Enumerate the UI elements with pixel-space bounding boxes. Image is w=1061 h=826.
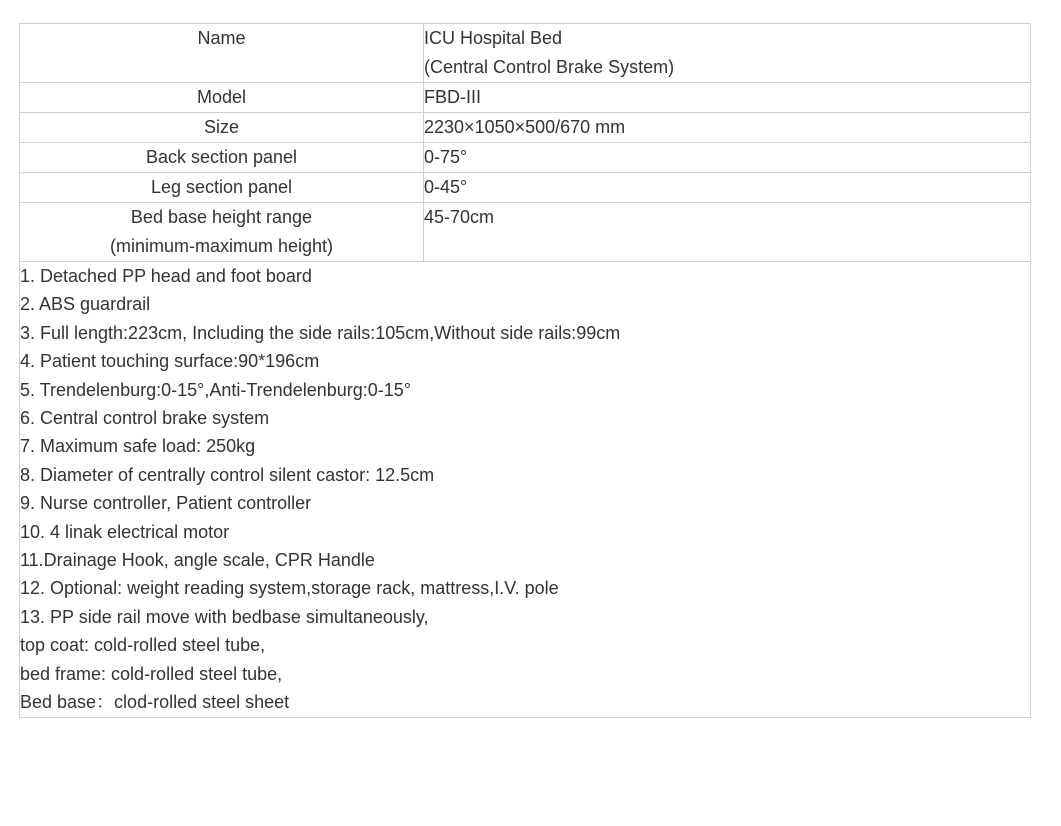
spec-label: Bed base height range — [130, 207, 313, 227]
feature-item: bed frame: cold-rolled steel tube, — [20, 663, 283, 684]
spec-label: Size — [203, 117, 239, 137]
spec-value: (Central Control Brake System) — [424, 56, 675, 77]
spec-label: Back section panel — [145, 147, 298, 167]
spec-value: 2230×1050×500/670 mm — [424, 117, 626, 137]
spec-row-size — [20, 113, 1031, 143]
spec-value: FBD-III — [424, 87, 481, 107]
spec-value: 45-70cm — [424, 207, 495, 227]
spec-row-back-section — [20, 143, 1031, 173]
spec-label: Model — [196, 87, 247, 107]
spec-value: ICU Hospital Bed — [424, 28, 563, 48]
spec-value-cell — [424, 24, 1031, 83]
spec-value-cell — [424, 143, 1031, 173]
feature-item: 7. Maximum safe load: 250kg — [20, 436, 256, 457]
feature-item: 6. Central control brake system — [20, 408, 270, 429]
feature-item: 10. 4 linak electrical motor — [20, 521, 230, 542]
feature-item: 5. Trendelenburg:0-15°,Anti-Trendelenburg:0-15° — [20, 379, 411, 400]
spec-label-cell — [20, 24, 424, 83]
feature-item: 9. Nurse controller, Patient controller — [20, 493, 312, 514]
feature-item: 1. Detached PP head and foot board — [20, 266, 312, 286]
spec-label: Name — [197, 28, 246, 48]
feature-item: Bed base：clod-rolled steel sheet — [20, 692, 290, 713]
spec-label: Leg section panel — [150, 177, 293, 197]
spec-label-cell — [20, 203, 424, 262]
spec-value-cell — [424, 173, 1031, 203]
feature-item: 8. Diameter of centrally control silent castor: 12.5cm — [20, 464, 435, 485]
spec-row-height-range — [20, 203, 1031, 262]
spec-value: 0-45° — [424, 177, 468, 197]
spec-row-leg-section — [20, 173, 1031, 203]
spec-value-cell — [424, 83, 1031, 113]
features-list — [20, 262, 1031, 718]
spec-table — [19, 23, 1031, 718]
feature-item: 11.Drainage Hook, angle scale, CPR Handle — [20, 550, 375, 571]
spec-label: (minimum-maximum height) — [109, 235, 334, 256]
feature-item: 4. Patient touching surface:90*196cm — [20, 351, 320, 372]
spec-row-model — [20, 83, 1031, 113]
spec-label-cell — [20, 83, 424, 113]
spec-label-cell — [20, 113, 424, 143]
spec-row-name — [20, 24, 1031, 83]
spec-value-cell — [424, 113, 1031, 143]
feature-item: top coat: cold-rolled steel tube, — [20, 635, 266, 656]
spec-row-features — [20, 262, 1031, 718]
feature-item: 2. ABS guardrail — [20, 294, 151, 315]
feature-item: 3. Full length:223cm, Including the side rails:105cm,Without side rails:99cm — [20, 322, 621, 343]
spec-label-cell — [20, 173, 424, 203]
feature-item: 12. Optional: weight reading system,storage rack, mattress,I.V. pole — [20, 578, 559, 599]
spec-value-cell — [424, 203, 1031, 262]
spec-label-cell — [20, 143, 424, 173]
feature-item: 13. PP side rail move with bedbase simultaneously, — [20, 606, 429, 627]
spec-value: 0-75° — [424, 147, 468, 167]
